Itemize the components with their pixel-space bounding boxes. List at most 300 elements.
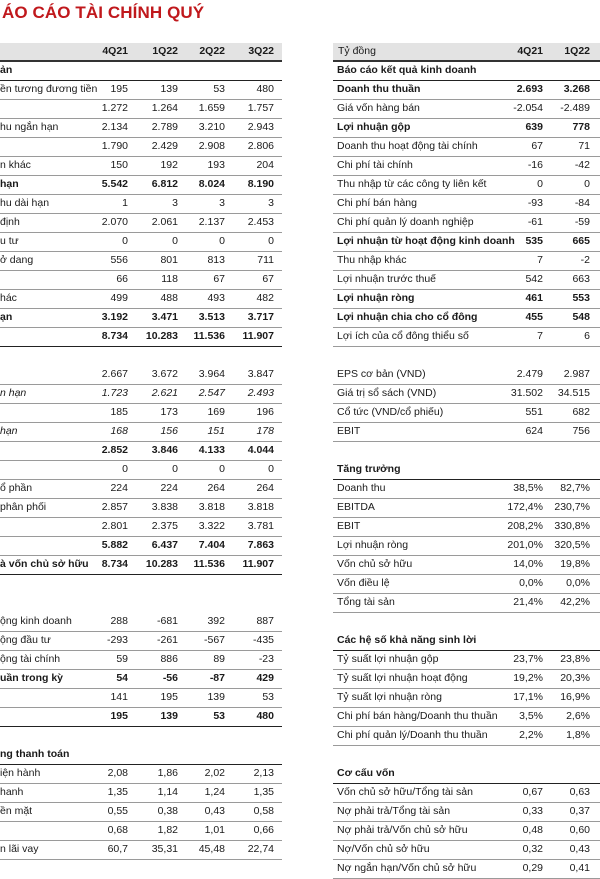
row-value: -435: [252, 634, 274, 646]
row-value: 3.847: [247, 368, 274, 380]
row-value: 0,68: [107, 824, 128, 836]
row-value: 639: [525, 121, 543, 133]
row-label: Nợ ngắn hạn/Vốn chủ sở hữu: [337, 862, 477, 874]
row-value: -567: [203, 634, 225, 646]
row-value: 0,29: [522, 862, 543, 874]
row-label: hạn: [0, 178, 19, 190]
left-table-header: [0, 43, 282, 62]
row-value: 178: [256, 425, 274, 437]
row-value: 1,86: [157, 767, 178, 779]
row-value: 0,60: [569, 824, 590, 836]
row-value: 3.846: [151, 444, 178, 456]
row-value: 42,2%: [560, 596, 590, 608]
row-value: 0: [268, 463, 274, 475]
row-value: 66: [116, 273, 128, 285]
table-row: [0, 651, 282, 670]
row-value: 0: [122, 463, 128, 475]
row-label: Chi phí quản lý doanh nghiệp: [337, 216, 474, 228]
row-value: 3.513: [198, 311, 225, 323]
row-label: Chi phí tài chính: [337, 159, 413, 171]
table-row: [333, 404, 600, 423]
row-value: 0: [172, 463, 178, 475]
table-row: [333, 442, 600, 461]
table-row: [333, 62, 600, 81]
table-row: [333, 347, 600, 366]
row-label: hác: [0, 292, 17, 304]
table-row: [0, 404, 282, 423]
table-row: [333, 138, 600, 157]
row-value: 2.375: [151, 520, 178, 532]
row-value: -2.489: [560, 102, 590, 114]
row-label: Lợi nhuận ròng: [337, 539, 409, 551]
row-value: 1: [122, 197, 128, 209]
report-title-bar: [0, 0, 600, 32]
row-value: 6: [584, 330, 590, 342]
table-row: [333, 575, 600, 594]
row-value: 2.667: [101, 368, 128, 380]
row-value: 813: [207, 254, 225, 266]
row-value: 168: [110, 425, 128, 437]
row-value: 1.659: [198, 102, 225, 114]
report-title: ÁO CÁO TÀI CHÍNH QUÝ: [2, 3, 205, 22]
row-value: 151: [207, 425, 225, 437]
row-label: iện hành: [0, 767, 41, 779]
balance-sheet-table: [0, 43, 282, 855]
row-value: 4.044: [247, 444, 274, 456]
row-value: 2.429: [151, 140, 178, 152]
table-row: [333, 81, 600, 100]
table-row: [0, 328, 282, 347]
table-row: [333, 594, 600, 613]
right-header-col-2: 1Q22: [564, 45, 590, 57]
table-row: [0, 632, 282, 651]
table-row: [333, 613, 600, 632]
row-value: 330,8%: [554, 520, 590, 532]
row-value: 1.272: [101, 102, 128, 114]
table-row: [0, 518, 282, 537]
row-value: 67: [262, 273, 274, 285]
table-row: [333, 423, 600, 442]
row-value: 19,2%: [513, 672, 543, 684]
row-value: 3.192: [101, 311, 128, 323]
row-value: 1,35: [253, 786, 274, 798]
table-row: [0, 594, 282, 613]
row-value: -293: [106, 634, 128, 646]
row-value: 2.857: [101, 501, 128, 513]
table-row: [333, 765, 600, 784]
table-row: [0, 575, 282, 594]
row-value: 455: [525, 311, 543, 323]
row-value: 2,6%: [566, 710, 590, 722]
table-row: [0, 233, 282, 252]
table-row: [333, 651, 600, 670]
row-value: 118: [161, 273, 178, 285]
row-value: 1.757: [247, 102, 274, 114]
row-value: 2.453: [247, 216, 274, 228]
table-row: [333, 328, 600, 347]
table-row: [0, 784, 282, 803]
row-value: 0: [537, 178, 543, 190]
row-value: 35,31: [151, 843, 178, 855]
row-value: 886: [160, 653, 178, 665]
row-value: 711: [257, 254, 274, 266]
table-row: [0, 423, 282, 442]
table-row: [333, 708, 600, 727]
table-row: [333, 537, 600, 556]
row-value: 1,8%: [566, 729, 590, 741]
row-value: 0,32: [522, 843, 543, 855]
row-value: 53: [213, 710, 225, 722]
row-value: 230,7%: [554, 501, 590, 513]
row-value: 38,5%: [513, 482, 543, 494]
row-value: 208,2%: [507, 520, 543, 532]
row-value: 1.723: [101, 387, 128, 399]
row-label: Cổ tức (VND/cổ phiếu): [337, 406, 444, 418]
row-label: ền tương đương tiền: [0, 83, 98, 95]
row-value: 556: [110, 254, 128, 266]
table-row: [333, 119, 600, 138]
row-label: Nợ phải trả/Tổng tài sản: [337, 805, 451, 817]
table-row: [0, 841, 282, 860]
row-value: 1,82: [157, 824, 178, 836]
row-value: -84: [574, 197, 590, 209]
row-value: 264: [207, 482, 225, 494]
row-value: -59: [574, 216, 590, 228]
row-value: 23,7%: [513, 653, 543, 665]
table-row: [0, 385, 282, 404]
row-value: 11.907: [242, 558, 274, 570]
table-row: [0, 119, 282, 138]
row-value: 2.061: [151, 216, 178, 228]
row-value: 0: [268, 235, 274, 247]
row-value: 1,14: [157, 786, 178, 798]
row-value: 0,58: [253, 805, 274, 817]
row-value: 60,7: [107, 843, 128, 855]
row-value: 887: [256, 615, 274, 627]
row-value: 1.264: [151, 102, 178, 114]
row-value: 5.882: [101, 539, 128, 551]
row-label: Doanh thu: [337, 482, 386, 494]
row-value: 2.806: [247, 140, 274, 152]
row-value: -93: [527, 197, 543, 209]
row-value: 11.907: [242, 330, 274, 342]
row-value: 553: [572, 292, 590, 304]
row-label: Doanh thu hoạt động tài chính: [337, 140, 478, 152]
row-value: -87: [209, 672, 225, 684]
row-value: 224: [110, 482, 128, 494]
row-value: 185: [110, 406, 128, 418]
row-value: 624: [525, 425, 543, 437]
row-label: định: [0, 216, 20, 228]
table-row: [333, 499, 600, 518]
row-value: 3.818: [247, 501, 274, 513]
row-label: u tư: [0, 235, 19, 247]
right-table-header: [333, 43, 600, 62]
row-value: 195: [110, 83, 128, 95]
row-value: 461: [525, 292, 543, 304]
row-value: 7.404: [198, 539, 225, 551]
row-value: 54: [116, 672, 128, 684]
row-value: 0,0%: [519, 577, 543, 589]
row-value: 2.070: [101, 216, 128, 228]
row-label: Nợ/Vốn chủ sở hữu: [337, 843, 430, 855]
row-value: 172,4%: [507, 501, 543, 513]
row-value: 1,01: [204, 824, 225, 836]
row-value: 2.908: [198, 140, 225, 152]
row-label: ổ phần: [0, 482, 33, 494]
row-value: 264: [256, 482, 274, 494]
row-label: Chi phí quản lý/Doanh thu thuần: [337, 729, 488, 741]
table-row: [333, 461, 600, 480]
row-value: 139: [207, 691, 225, 703]
row-value: 756: [572, 425, 590, 437]
row-value: 0: [122, 235, 128, 247]
row-label: Tỷ suất lợi nhuận ròng: [337, 691, 442, 703]
row-label: Giá trị sổ sách (VND): [337, 387, 437, 399]
row-value: 0: [172, 235, 178, 247]
row-value: 535: [525, 235, 543, 247]
row-value: 7: [537, 330, 543, 342]
row-label: ản: [0, 64, 13, 76]
row-value: 14,0%: [513, 558, 543, 570]
table-row: [0, 195, 282, 214]
row-label: à vốn chủ sở hữu: [0, 558, 89, 570]
row-value: 20,3%: [560, 672, 590, 684]
table-row: [0, 670, 282, 689]
row-value: 1,24: [204, 786, 225, 798]
row-value: 2.943: [247, 121, 274, 133]
table-row: [0, 290, 282, 309]
table-row: [333, 100, 600, 119]
row-value: 3.672: [151, 368, 178, 380]
row-value: 0: [584, 178, 590, 190]
row-value: 542: [525, 273, 543, 285]
table-row: [333, 670, 600, 689]
row-label: ộng kinh doanh: [0, 615, 72, 627]
row-value: 2.134: [101, 121, 128, 133]
row-value: 6.437: [151, 539, 178, 551]
row-value: 71: [578, 140, 590, 152]
row-label: ền mặt: [0, 805, 33, 817]
row-label: EPS cơ bản (VND): [337, 368, 426, 380]
table-row: [0, 803, 282, 822]
row-label: Doanh thu thuần: [337, 83, 421, 95]
row-value: 482: [256, 292, 274, 304]
row-value: 0,63: [569, 786, 590, 798]
row-value: 3,5%: [519, 710, 543, 722]
row-value: 488: [160, 292, 178, 304]
table-row: [333, 518, 600, 537]
row-value: 3: [172, 197, 178, 209]
table-row: [333, 822, 600, 841]
table-row: [333, 841, 600, 860]
row-value: -2.054: [513, 102, 543, 114]
row-value: 204: [256, 159, 274, 171]
row-value: 2.987: [563, 368, 590, 380]
table-row: [333, 556, 600, 575]
row-value: 4.133: [198, 444, 225, 456]
row-label: Tỷ suất lợi nhuận gộp: [337, 653, 439, 665]
row-value: 0,67: [522, 786, 543, 798]
left-header-col-3: 2Q22: [199, 45, 225, 57]
row-value: 8.024: [198, 178, 225, 190]
table-row: [333, 803, 600, 822]
row-value: -23: [258, 653, 274, 665]
row-value: 150: [110, 159, 128, 171]
table-row: [0, 708, 282, 727]
row-value: 1,35: [107, 786, 128, 798]
row-value: 224: [160, 482, 178, 494]
row-value: 2.493: [247, 387, 274, 399]
right-header-label: Tỷ đồng: [338, 45, 376, 57]
table-row: [333, 689, 600, 708]
row-value: 201,0%: [507, 539, 543, 551]
table-row: [333, 233, 600, 252]
right-table-rows: [333, 62, 600, 879]
row-value: 195: [110, 710, 128, 722]
row-value: 801: [160, 254, 178, 266]
row-value: 139: [160, 710, 178, 722]
table-row: [333, 727, 600, 746]
row-value: 493: [207, 292, 225, 304]
row-value: 16,9%: [560, 691, 590, 703]
row-value: 499: [110, 292, 128, 304]
row-value: 11.536: [193, 558, 225, 570]
row-label: Vốn điều lệ: [337, 577, 390, 589]
row-label: uần trong kỳ: [0, 672, 64, 684]
row-value: 392: [207, 615, 225, 627]
row-value: -2: [580, 254, 590, 266]
row-label: n hạn: [0, 387, 27, 399]
table-row: [333, 385, 600, 404]
row-label: Thu nhập khác: [337, 254, 407, 266]
row-value: 3.781: [247, 520, 274, 532]
left-header-col-1: 4Q21: [102, 45, 128, 57]
row-value: 8.734: [101, 330, 128, 342]
row-label: Lợi nhuận trước thuế: [337, 273, 437, 285]
row-label: EBITDA: [337, 501, 375, 513]
row-value: 3.471: [151, 311, 178, 323]
row-value: 19,8%: [560, 558, 590, 570]
left-header-col-2: 1Q22: [152, 45, 178, 57]
row-value: 663: [572, 273, 590, 285]
row-value: 169: [207, 406, 225, 418]
row-value: 8.190: [247, 178, 274, 190]
row-value: 22,74: [247, 843, 274, 855]
row-value: 2,13: [253, 767, 274, 779]
table-row: [333, 271, 600, 290]
row-value: 141: [110, 691, 128, 703]
row-value: 682: [572, 406, 590, 418]
row-value: 2.693: [516, 83, 543, 95]
row-value: 778: [572, 121, 590, 133]
table-row: [0, 271, 282, 290]
row-label: Cơ cấu vốn: [337, 767, 395, 779]
row-value: 3.838: [151, 501, 178, 513]
table-row: [0, 442, 282, 461]
row-value: 7: [537, 254, 543, 266]
row-value: -16: [527, 159, 543, 171]
row-label: hạn: [0, 425, 18, 437]
row-value: 0: [219, 235, 225, 247]
row-value: 5.542: [101, 178, 128, 190]
row-value: 23,8%: [560, 653, 590, 665]
table-row: [333, 157, 600, 176]
row-label: EBIT: [337, 520, 361, 532]
row-value: 2.547: [198, 387, 225, 399]
row-value: 3.717: [247, 311, 274, 323]
row-label: n lãi vay: [0, 843, 39, 855]
row-label: Báo cáo kết quả kinh doanh: [337, 64, 477, 76]
right-header-col-1: 4Q21: [517, 45, 543, 57]
row-value: 548: [572, 311, 590, 323]
row-label: Tổng tài sản: [337, 596, 395, 608]
row-value: 288: [110, 615, 128, 627]
row-label: phân phối: [0, 501, 47, 513]
row-value: 0,37: [569, 805, 590, 817]
row-label: Các hệ số khả năng sinh lời: [337, 634, 477, 646]
table-row: [0, 499, 282, 518]
table-row: [333, 632, 600, 651]
table-row: [0, 746, 282, 765]
table-row: [333, 290, 600, 309]
table-row: [0, 366, 282, 385]
table-row: [0, 765, 282, 784]
table-row: [333, 746, 600, 765]
row-value: -261: [156, 634, 178, 646]
table-row: [0, 100, 282, 119]
row-value: 34.515: [557, 387, 590, 399]
row-value: 551: [525, 406, 543, 418]
row-value: 3: [219, 197, 225, 209]
table-row: [0, 556, 282, 575]
row-value: 0,0%: [566, 577, 590, 589]
table-row: [333, 860, 600, 879]
row-value: 2,02: [204, 767, 225, 779]
row-value: 2.852: [101, 444, 128, 456]
table-row: [333, 784, 600, 803]
row-value: 1.790: [101, 140, 128, 152]
table-row: [0, 461, 282, 480]
row-label: Lợi nhuận gộp: [337, 121, 411, 133]
row-value: 59: [116, 653, 128, 665]
row-value: 2.137: [198, 216, 225, 228]
row-value: 31.502: [510, 387, 543, 399]
table-row: [0, 81, 282, 100]
row-value: 0,38: [157, 805, 178, 817]
row-label: Tỷ suất lợi nhuận hoạt động: [337, 672, 468, 684]
row-value: 195: [160, 691, 178, 703]
row-label: Vốn chủ sở hữu: [337, 558, 413, 570]
table-row: [333, 252, 600, 271]
row-value: 67: [213, 273, 225, 285]
table-row: [0, 347, 282, 366]
row-label: Thu nhập từ các công ty liên kết: [337, 178, 487, 190]
row-value: 173: [160, 406, 178, 418]
row-value: 11.536: [193, 330, 225, 342]
row-value: 3: [268, 197, 274, 209]
table-row: [0, 309, 282, 328]
table-row: [333, 176, 600, 195]
row-value: 2.621: [151, 387, 178, 399]
table-row: [0, 613, 282, 632]
row-value: 21,4%: [513, 596, 543, 608]
row-label: ở dang: [0, 254, 34, 266]
row-value: 45,48: [198, 843, 225, 855]
table-row: [0, 822, 282, 841]
row-value: -681: [156, 615, 178, 627]
table-row: [0, 138, 282, 157]
